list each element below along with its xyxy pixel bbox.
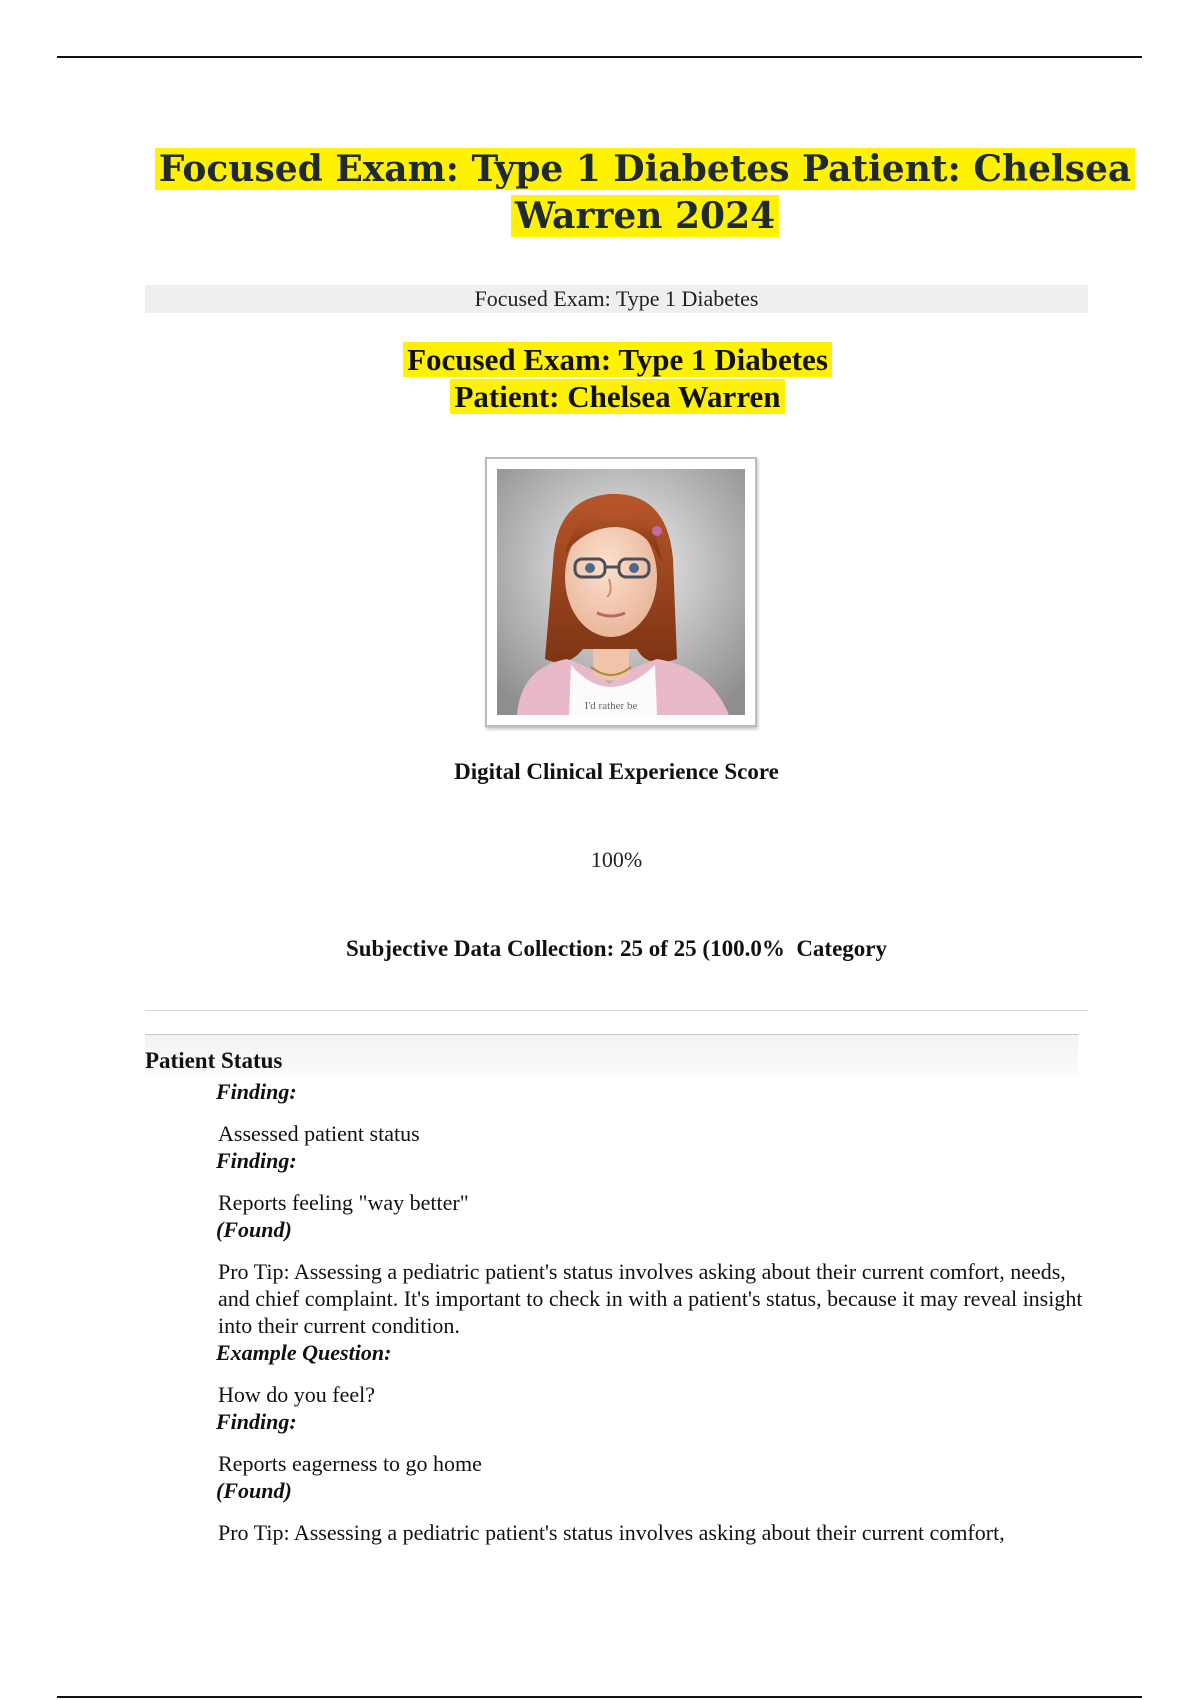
- exam-header-bar: Focused Exam: Type 1 Diabetes: [145, 285, 1088, 313]
- entry-text: Reports feeling "way better": [218, 1190, 469, 1215]
- top-rule: [57, 56, 1142, 58]
- entry-text: Pro Tip: Assessing a pediatric patient's status involves asking about their current comfort, needs, and chief complaint. It's important to check in with a patient's status, because it may reveal insight into their current condition.: [218, 1259, 1083, 1338]
- bottom-rule: [57, 1696, 1142, 1698]
- document-title: Focused Exam: Type 1 Diabetes Patient: Chelsea Warren 2024: [150, 146, 1140, 240]
- score-value: 100%: [590, 847, 643, 872]
- entry-label: Finding:: [216, 1148, 297, 1173]
- entry-text: How do you feel?: [218, 1382, 376, 1407]
- patient-avatar-image: [497, 469, 745, 715]
- entry-text: Pro Tip: Assessing a pediatric patient's status involves asking about their current comfort,: [218, 1520, 1005, 1545]
- section-divider: [145, 1010, 1088, 1011]
- section-header-bar: [145, 1034, 1078, 1075]
- shirt-text: I'd rather be: [584, 700, 638, 712]
- entry-label: Finding:: [216, 1409, 297, 1434]
- entry-label: (Found): [216, 1217, 292, 1242]
- section-title: Patient Status: [145, 1048, 283, 1073]
- score-label: Digital Clinical Experience Score: [454, 759, 779, 784]
- category-summary: Subjective Data Collection: 25 of 25 (100.0% Category: [345, 936, 888, 961]
- exam-subtitle: Focused Exam: Type 1 Diabetes Patient: Chelsea Warren: [400, 341, 835, 415]
- patient-portrait: [485, 457, 757, 727]
- entry-text: Reports eagerness to go home: [218, 1451, 482, 1476]
- findings-list: [216, 1078, 1096, 1546]
- entry-label: Example Question:: [216, 1340, 392, 1365]
- entry-label: (Found): [216, 1478, 292, 1503]
- entry-text: Assessed patient status: [218, 1121, 420, 1146]
- entry-label: Finding:: [216, 1079, 297, 1104]
